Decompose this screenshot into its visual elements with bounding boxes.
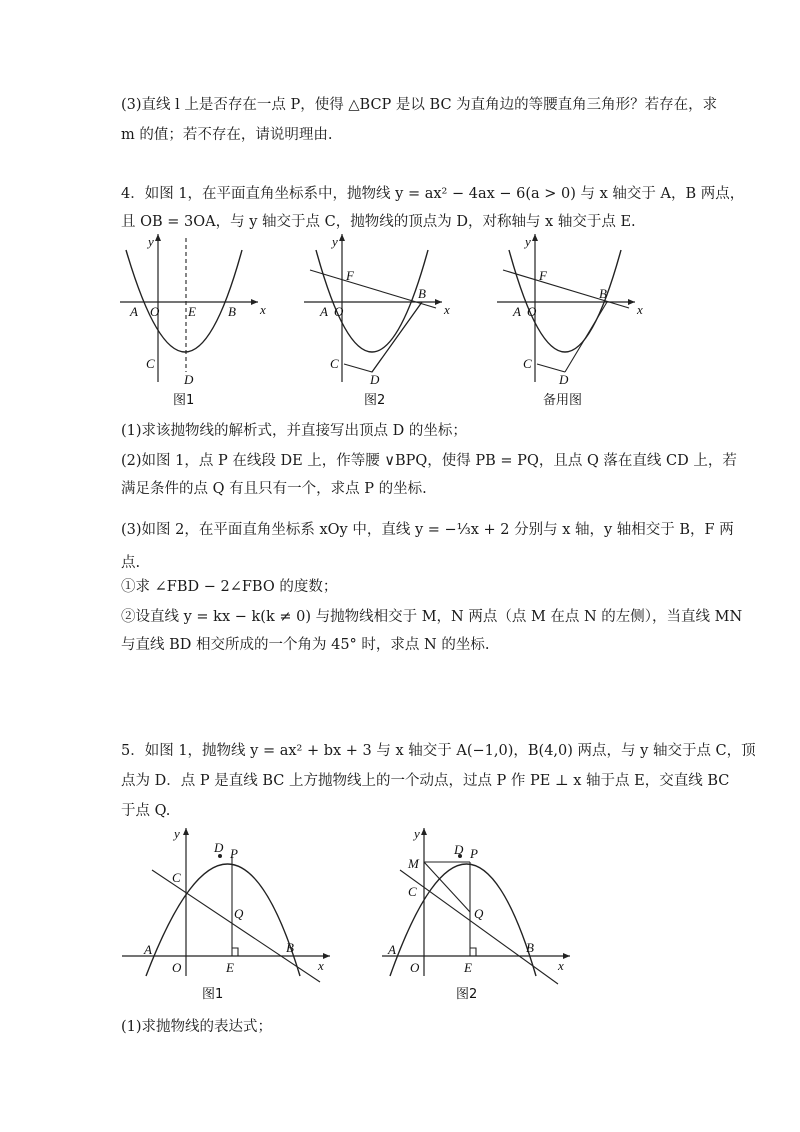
fig4a-label-x: x (260, 302, 266, 317)
problem4-part-2-line-2: 满足条件的点 Q 有且只有一个，求点 P 的坐标. (121, 481, 427, 497)
fig4c-label-o: O (527, 304, 537, 319)
fig5a-label-c: C (172, 870, 181, 885)
fig5b-label-m: M (408, 856, 419, 871)
fig5b-label-e: E (464, 960, 472, 975)
problem4-part-3-item-1: ①求 ∠FBD − 2∠FBO 的度数； (121, 579, 338, 595)
fig4a-label-a: A (130, 304, 138, 319)
problem5-figure-2 (380, 826, 595, 1001)
fig5a-label-y: y (174, 826, 180, 841)
fig4c-caption: 备用图 (543, 393, 583, 408)
fig4b-label-x: x (444, 302, 450, 317)
fig5a-label-d: D (214, 840, 224, 855)
problem4-figure-2 (302, 232, 462, 417)
fig4c-label-y: y (525, 234, 531, 249)
fig4c-label-b: B (599, 286, 607, 301)
fig4b-label-a: A (320, 304, 328, 319)
fig4c-label-a: A (513, 304, 521, 319)
fig4a-label-y: y (148, 234, 154, 249)
fig5b-label-p: P (470, 846, 478, 861)
fig4a-label-e: E (188, 304, 196, 319)
fig4b-label-f: F (346, 268, 354, 283)
problem4-part-3-line-2: 点. (121, 555, 141, 571)
fig5b-caption: 图2 (456, 987, 478, 1002)
fig4c-label-d: D (559, 372, 569, 387)
problem5-stem-line-3: 于点 Q. (121, 803, 171, 819)
fig4b-label-b: B (418, 286, 426, 301)
fig4a-label-d: D (184, 372, 194, 387)
problem4-figure-spare (495, 232, 655, 417)
q3-line-1: (3)直线 l 上是否存在一点 P，使得 △BCP 是以 BC 为直角边的等腰直角三角形？若存在，求 (121, 97, 718, 113)
fig5a-label-x: x (318, 958, 324, 973)
problem4-stem-line-2: 且 OB = 3OA，与 y 轴交于点 C，抛物线的顶点为 D，对称轴与 x 轴交于点 E. (121, 214, 636, 230)
fig5b-label-y: y (414, 826, 420, 841)
problem5-part-1: (1)求抛物线的表达式； (121, 1019, 273, 1035)
fig5a-label-a: A (144, 942, 152, 957)
fig5b-label-a: A (388, 942, 396, 957)
problem4-figure-1 (118, 232, 278, 417)
problem4-stem-line-1: 4．如图 1，在平面直角坐标系中，抛物线 y = ax² − 4ax − 6(a > 0) 与 x 轴交于 A，B 两点， (121, 186, 745, 202)
fig4a-label-o: O (150, 304, 160, 319)
fig5a-label-p: P (230, 846, 238, 861)
problem5-stem-line-2: 点为 D．点 P 是直线 BC 上方抛物线上的一个动点，过点 P 作 PE ⊥ x 轴于点 E，交直线 BC (121, 773, 730, 789)
fig4c-label-x: x (637, 302, 643, 317)
fig5b-label-d: D (454, 842, 464, 857)
fig4b-label-d: D (370, 372, 380, 387)
fig4a-caption: 图1 (173, 393, 195, 408)
problem5-stem-line-1: 5．如图 1，抛物线 y = ax² + bx + 3 与 x 轴交于 A(−1,0)，B(4,0) 两点，与 y 轴交于点 C，顶 (121, 743, 756, 759)
fig4a-label-c: C (146, 356, 155, 371)
fig4b-caption: 图2 (364, 393, 386, 408)
fig5a-label-b: B (286, 940, 294, 955)
problem5-figure-1 (120, 826, 335, 1001)
fig4b-label-y: y (332, 234, 338, 249)
fig5b-label-o: O (410, 960, 420, 975)
fig4b-label-o: O (334, 304, 344, 319)
fig5b-label-q: Q (474, 906, 484, 921)
fig5b-label-x: x (558, 958, 564, 973)
fig5a-caption: 图1 (202, 987, 224, 1002)
problem4-part-3-item-2-line-2: 与直线 BD 相交所成的一个角为 45° 时，求点 N 的坐标. (121, 637, 490, 653)
problem4-part-3-line-1: (3)如图 2，在平面直角坐标系 xOy 中，直线 y = −⅓x + 2 分别与 x 轴，y 轴相交于 B，F 两 (121, 522, 734, 538)
problem4-part-1: (1)求该抛物线的解析式，并直接写出顶点 D 的坐标； (121, 423, 467, 439)
fig4c-label-f: F (539, 268, 547, 283)
fig5b-label-c: C (408, 884, 417, 899)
fig4b-label-c: C (330, 356, 339, 371)
fig5b-label-b: B (526, 940, 534, 955)
fig5a-label-q: Q (234, 906, 244, 921)
problem4-part-2-line-1: (2)如图 1，点 P 在线段 DE 上，作等腰 ∨BPQ，使得 PB = PQ，且点 Q 落在直线 CD 上，若 (121, 453, 737, 469)
problem4-part-3-item-2-line-1: ②设直线 y = kx − k(k ≠ 0) 与抛物线相交于 M，N 两点（点 M 在点 N 的左侧），当直线 MN (121, 609, 743, 625)
fig4a-label-b: B (228, 304, 236, 319)
q3-line-2: m 的值；若不存在，请说明理由. (121, 127, 333, 143)
fig4c-label-c: C (523, 356, 532, 371)
fig5a-label-o: O (172, 960, 182, 975)
fig5a-label-e: E (226, 960, 234, 975)
